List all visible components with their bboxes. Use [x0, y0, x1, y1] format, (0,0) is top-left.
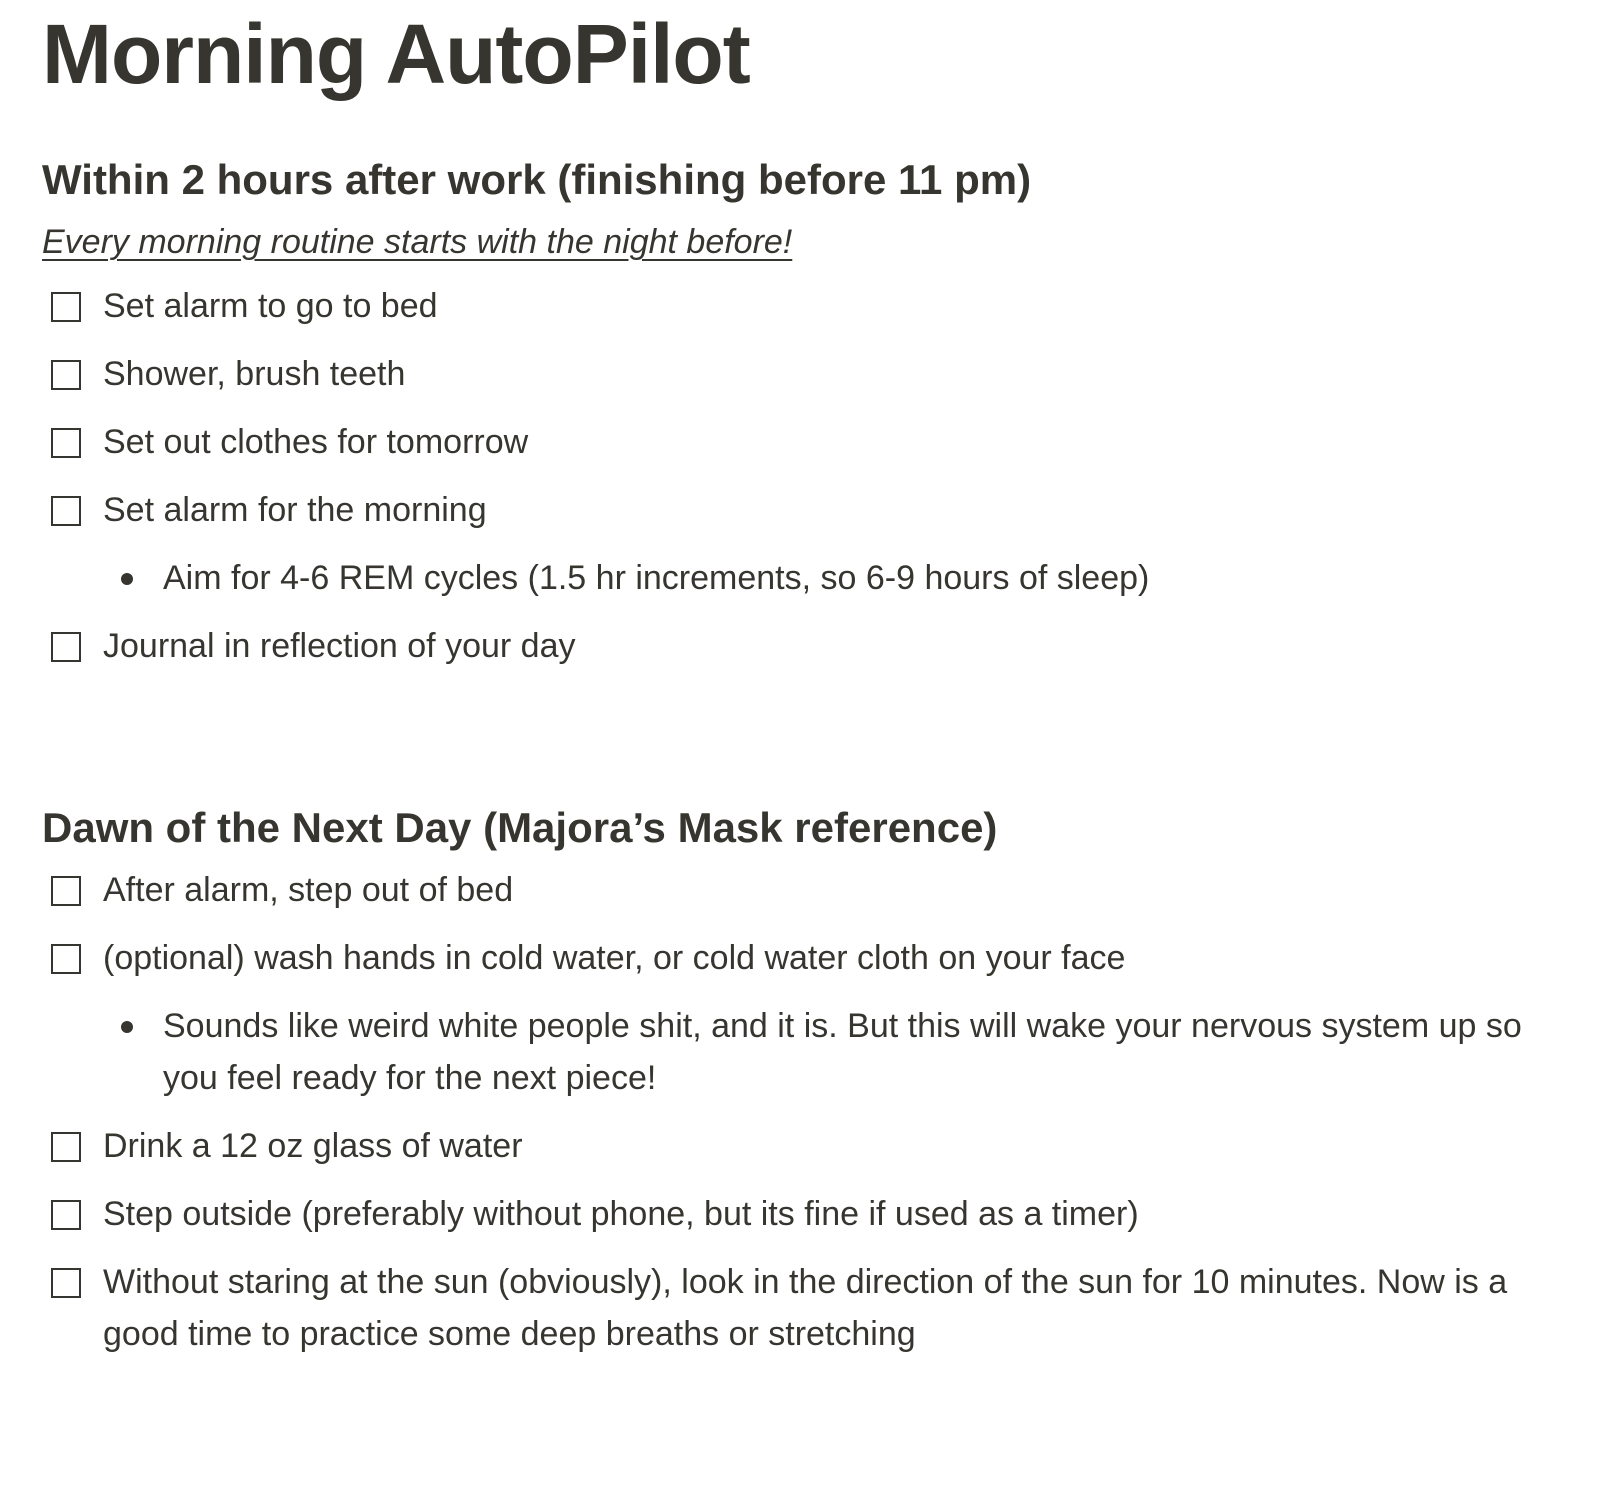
checkbox[interactable]	[51, 428, 81, 458]
bullet-text: Aim for 4-6 REM cycles (1.5 hr increments, so 6-9 hours of sleep)	[163, 559, 1150, 597]
section-heading-evening: Within 2 hours after work (finishing before 11 pm)	[42, 156, 1032, 203]
section-heading-morning: Dawn of the Next Day (Majora’s Mask reference)	[42, 804, 998, 851]
todo-text: Set alarm to go to bed	[103, 287, 438, 325]
todo-text: Step outside (preferably without phone, but its fine if used as a timer)	[103, 1195, 1139, 1233]
todo-item	[42, 476, 1578, 544]
bullet-text: Sounds like weird white people shit, and it is. But this will wake your nervous system up so you feel ready for the next piece!	[163, 1007, 1522, 1097]
todo-text: Without staring at the sun (obviously), look in the direction of the sun for 10 minutes. Now is a good time to practice some deep breaths or stretching	[103, 1263, 1508, 1353]
todo-text: After alarm, step out of bed	[103, 871, 514, 909]
checkbox[interactable]	[51, 632, 81, 662]
todo-text: Journal in reflection of your day	[103, 627, 576, 665]
todo-text: (optional) wash hands in cold water, or cold water cloth on your face	[103, 939, 1126, 977]
checkbox[interactable]	[51, 1268, 81, 1298]
todo-item	[42, 924, 1578, 992]
todo-list-evening	[42, 272, 1578, 680]
bullet-dot-icon	[121, 573, 133, 585]
todo-item	[42, 1112, 1578, 1180]
todo-item	[42, 408, 1578, 476]
checkbox[interactable]	[51, 1132, 81, 1162]
todo-text: Set out clothes for tomorrow	[103, 423, 529, 461]
checkbox[interactable]	[51, 944, 81, 974]
page-title: Morning AutoPilot	[42, 7, 750, 101]
checkbox[interactable]	[51, 496, 81, 526]
todo-text: Set alarm for the morning	[103, 491, 487, 529]
bullet-dot-icon	[121, 1021, 133, 1033]
checkbox[interactable]	[51, 360, 81, 390]
checkbox[interactable]	[51, 1200, 81, 1230]
todo-item	[42, 1248, 1578, 1368]
italic-note-text: Every morning routine starts with the night before!	[42, 223, 793, 261]
italic-note	[42, 216, 1578, 268]
todo-text: Drink a 12 oz glass of water	[103, 1127, 523, 1165]
todo-item	[42, 272, 1578, 340]
checkbox[interactable]	[51, 876, 81, 906]
todo-list-morning	[42, 856, 1578, 1368]
todo-item	[42, 1180, 1578, 1248]
todo-item	[42, 340, 1578, 408]
checkbox[interactable]	[51, 292, 81, 322]
todo-item	[42, 612, 1578, 680]
sub-bullet-item	[42, 992, 1578, 1112]
todo-item	[42, 856, 1578, 924]
todo-text: Shower, brush teeth	[103, 355, 406, 393]
sub-bullet-item	[42, 544, 1578, 612]
